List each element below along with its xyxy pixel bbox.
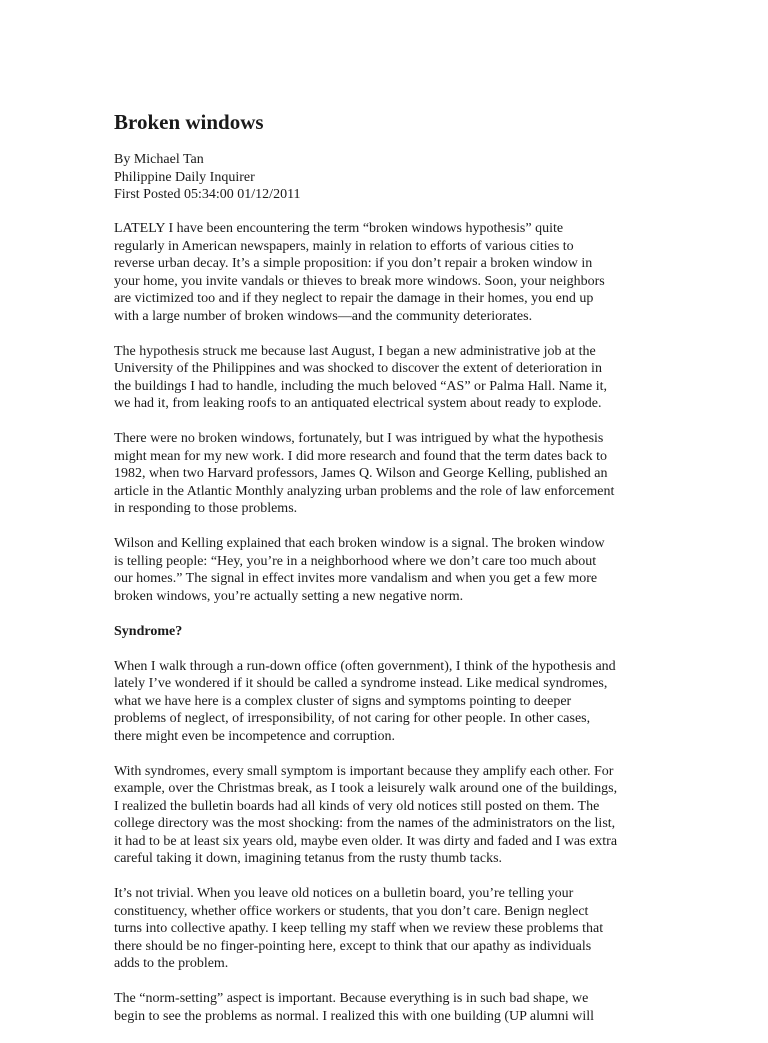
byline: By Michael Tan	[114, 152, 204, 167]
text-line: When I walk through a run-down office (often government), I think of the hypothesis and	[114, 658, 616, 674]
text-line: adds to the problem.	[114, 956, 229, 971]
text-line: With syndromes, every small symptom is important because they amplify each other. For	[114, 763, 614, 779]
paragraph-5	[114, 658, 659, 746]
text-line: broken windows, you’re actually setting a new negative norm.	[114, 588, 464, 604]
text-line: begin to see the problems as normal. I realized this with one building (UP alumni will	[114, 1008, 595, 1024]
text-line: Wilson and Kelling explained that each broken window is a signal. The broken window	[114, 536, 605, 551]
article-title: Broken windows	[114, 110, 264, 134]
text-line: article in the Atlantic Monthly analyzing urban problems and the role of law enforcement	[114, 483, 615, 499]
posted-timestamp: First Posted 05:34:00 01/12/2011	[114, 187, 301, 202]
text-line: what we have here is a complex cluster of signs and symptoms pointing to deeper	[114, 693, 572, 709]
paragraph-1	[114, 220, 659, 325]
text-line: University of the Philippines and was shocked to discover the extent of deterioration in	[114, 361, 602, 376]
text-line: example, over the Christmas break, as I took a leisurely walk around one of the buildings,	[114, 781, 618, 796]
paragraph-8	[114, 990, 659, 1025]
text-line: constituency, whether office workers or students, that you don’t care. Benign neglect	[114, 903, 589, 919]
article-body	[114, 220, 659, 1043]
text-line: are victimized too and if they neglect to repair the damage in their homes, you end up	[114, 291, 594, 306]
paragraph-7	[114, 885, 659, 973]
text-line: in responding to those problems.	[114, 501, 298, 516]
text-line: it had to be at least six years old, maybe even older. It was dirty and faded and I was extra	[114, 833, 618, 849]
text-line: our homes.” The signal in effect invites more vandalism and when you get a few more	[114, 571, 598, 586]
text-line: The “norm-setting” aspect is important. Because everything is in such bad shape, we	[114, 991, 589, 1006]
text-line: is telling people: “Hey, you’re in a neighborhood where we don’t care too much about	[114, 553, 597, 569]
paragraph-3	[114, 430, 659, 518]
text-line: LATELY I have been encountering the term “broken windows hypothesis” quite	[114, 221, 564, 236]
article-meta	[114, 151, 301, 204]
section-heading: Syndrome?	[114, 623, 183, 639]
text-line: regularly in American newspapers, mainly in relation to efforts of various cities to	[114, 238, 574, 254]
text-line: It’s not trivial. When you leave old notices on a bulletin board, you’re telling your	[114, 886, 574, 901]
text-line: your home, you invite vandals or thieves to break more windows. Soon, your neighbors	[114, 273, 605, 289]
text-line: college directory was the most shocking: from the names of the administrators on the list,	[114, 816, 616, 831]
text-line: there might even be incompetence and corruption.	[114, 728, 396, 744]
text-line: we had it, from leaking roofs to an antiquated electrical system about ready to explode.	[114, 396, 602, 411]
text-line: might mean for my new work. I did more research and found that the term dates back to	[114, 448, 607, 464]
text-line: problems of neglect, of irresponsibility, of not caring for other people. In other cases,	[114, 711, 591, 726]
paragraph-4	[114, 535, 659, 605]
text-line: there should be no finger-pointing here, except to think that our apathy as individuals	[114, 938, 592, 954]
text-line: with a large number of broken windows—and the community deteriorates.	[114, 308, 533, 324]
text-line: careful taking it down, imagining tetanus from the rusty thumb tacks.	[114, 851, 503, 866]
text-line: lately I’ve wondered if it should be called a syndrome instead. Like medical syndromes,	[114, 676, 608, 691]
text-line: The hypothesis struck me because last August, I began a new administrative job at the	[114, 343, 596, 359]
paragraph-6	[114, 763, 659, 868]
text-line: I realized the bulletin boards had all kinds of very old notices still posted on them. The	[114, 798, 600, 814]
publication-name: Philippine Daily Inquirer	[114, 169, 255, 185]
paragraph-2	[114, 343, 659, 413]
text-line: reverse urban decay. It’s a simple proposition: if you don’t repair a broken window in	[114, 256, 593, 271]
text-line: the buildings I had to handle, including the much beloved “AS” or Palma Hall. Name it,	[114, 378, 608, 394]
text-line: 1982, when two Harvard professors, James Q. Wilson and George Kelling, published an	[114, 466, 608, 481]
text-line: There were no broken windows, fortunately, but I was intrigued by what the hypothesis	[114, 431, 604, 446]
text-line: turns into collective apathy. I keep telling my staff when we review these problems that	[114, 921, 604, 936]
